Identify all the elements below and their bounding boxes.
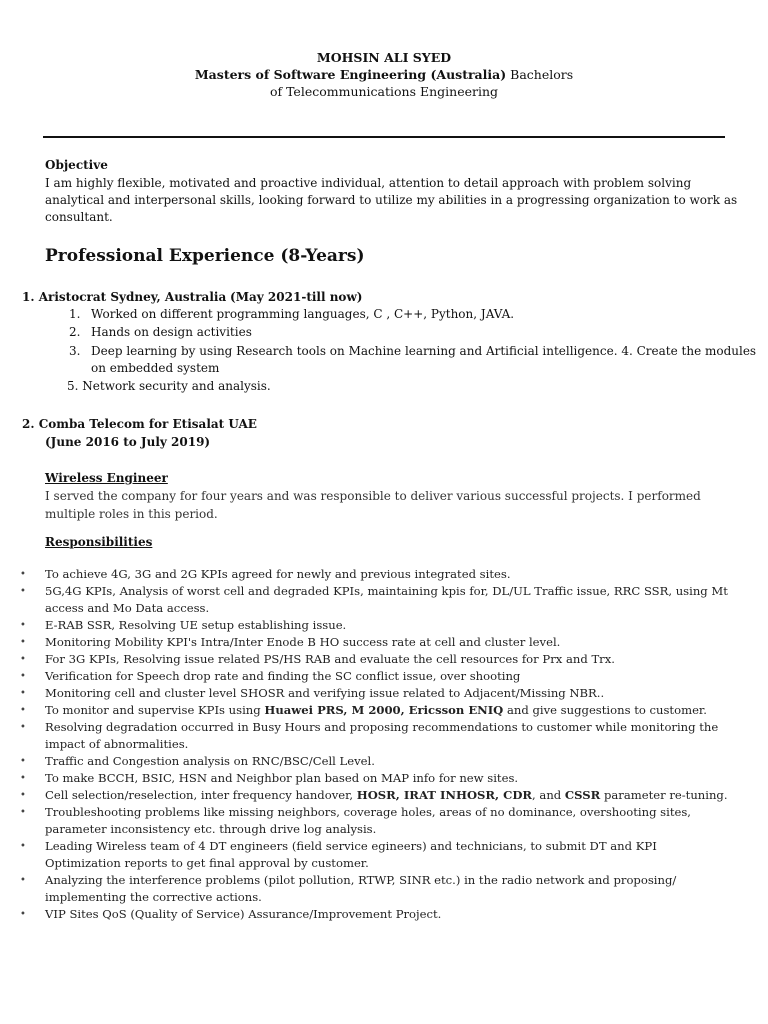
list-item: • E-RAB SSR, Resolving UE setup establishing issue. bbox=[20, 617, 740, 634]
list-item: • Cell selection/reselection, inter frequency handover, HOSR, IRAT INHOSR, CDR, and CSSR parameter re-tuning. bbox=[20, 787, 740, 804]
objective-text-line-3: consultant. bbox=[45, 210, 113, 224]
candidate-name: MOHSIN ALI SYED bbox=[316, 50, 452, 65]
job1-title: 1. Aristocrat Sydney, Australia (May 2021-till now) bbox=[22, 290, 363, 304]
list-item: • Monitoring Mobility KPI's Intra/Inter Enode B HO success rate at cell and cluster level. bbox=[20, 634, 740, 651]
job1-item-1: Worked on different programming languages, C , C++, Python, JAVA. bbox=[91, 307, 515, 321]
degree-line-2: of Telecommunications Engineering bbox=[269, 84, 499, 99]
list-item: • Troubleshooting problems like missing neighbors, coverage holes, areas of no dominance, overshooting sites, parameter inconsistency etc. through drive log analysis. bbox=[20, 804, 740, 838]
job2-role: Wireless Engineer bbox=[45, 471, 168, 485]
objective-text-line-2: analytical and interpersonal skills, looking forward to utilize my abilities in a progressing organization to work as bbox=[45, 193, 738, 207]
list-item: • 5G,4G KPIs, Analysis of worst cell and degraded KPIs, maintaining kpis for, DL/UL Traffic issue, RRC SSR, using Mt access and Mo Data access. bbox=[20, 583, 740, 617]
job1-item-3-cont: on embedded system bbox=[91, 361, 220, 375]
job1-item-1-num: 1. bbox=[69, 307, 81, 321]
list-item: • Leading Wireless team of 4 DT engineers (field service egineers) and technicians, to submit DT and KPI Optimization reports to get final approval by customer. bbox=[20, 838, 740, 872]
job2-title: 2. Comba Telecom for Etisalat UAE bbox=[22, 417, 257, 431]
job1-item-3: Deep learning by using Research tools on Machine learning and Artificial intelligence. 4. Create the modules bbox=[91, 344, 757, 358]
objective-heading: Objective bbox=[45, 158, 108, 172]
job2-dates: (June 2016 to July 2019) bbox=[45, 435, 211, 449]
list-item: • Resolving degradation occurred in Busy Hours and proposing recommendations to customer while monitoring the impact of abnormalities. bbox=[20, 719, 740, 753]
list-item: • To make BCCH, BSIC, HSN and Neighbor plan based on MAP info for new sites. bbox=[20, 770, 740, 787]
responsibilities-heading: Responsibilities bbox=[45, 535, 153, 549]
job1-item-2-num: 2. bbox=[69, 325, 81, 339]
experience-heading: Professional Experience (8-Years) bbox=[45, 246, 365, 266]
list-item: • Verification for Speech drop rate and finding the SC conflict issue, over shooting bbox=[20, 668, 740, 685]
list-item: • Traffic and Congestion analysis on RNC/BSC/Cell Level. bbox=[20, 753, 740, 770]
job1-item-2: Hands on design activities bbox=[91, 325, 252, 339]
list-item: • For 3G KPIs, Resolving issue related PS/HS RAB and evaluate the cell resources for Prx and Trx. bbox=[20, 651, 740, 668]
responsibilities-list bbox=[20, 566, 740, 923]
list-item: • To achieve 4G, 3G and 2G KPIs agreed for newly and previous integrated sites. bbox=[20, 566, 740, 583]
job2-role-desc-line-1: I served the company for four years and was responsible to deliver various successful projects. I performed bbox=[45, 489, 701, 503]
job2-role-desc-line-2: multiple roles in this period. bbox=[45, 507, 218, 521]
list-item: • VIP Sites QoS (Quality of Service) Assurance/Improvement Project. bbox=[20, 906, 740, 923]
job1-item-3-num: 3. bbox=[69, 344, 81, 358]
objective-text-line-1: I am highly flexible, motivated and proactive individual, attention to detail approach with problem solving bbox=[45, 176, 692, 190]
job1-item-5: 5. Network security and analysis. bbox=[67, 379, 271, 393]
degree-line-1: Masters of Software Engineering (Australia) Bachelors bbox=[194, 67, 574, 82]
list-item: • To monitor and supervise KPIs using Huawei PRS, M 2000, Ericsson ENIQ and give suggestions to customer. bbox=[20, 702, 740, 719]
list-item: • Analyzing the interference problems (pilot pollution, RTWP, SINR etc.) in the radio network and proposing/ implementing the corrective actions. bbox=[20, 872, 740, 906]
list-item: • Monitoring cell and cluster level SHOSR and verifying issue related to Adjacent/Missing NBR.. bbox=[20, 685, 740, 702]
header-divider bbox=[43, 136, 725, 138]
